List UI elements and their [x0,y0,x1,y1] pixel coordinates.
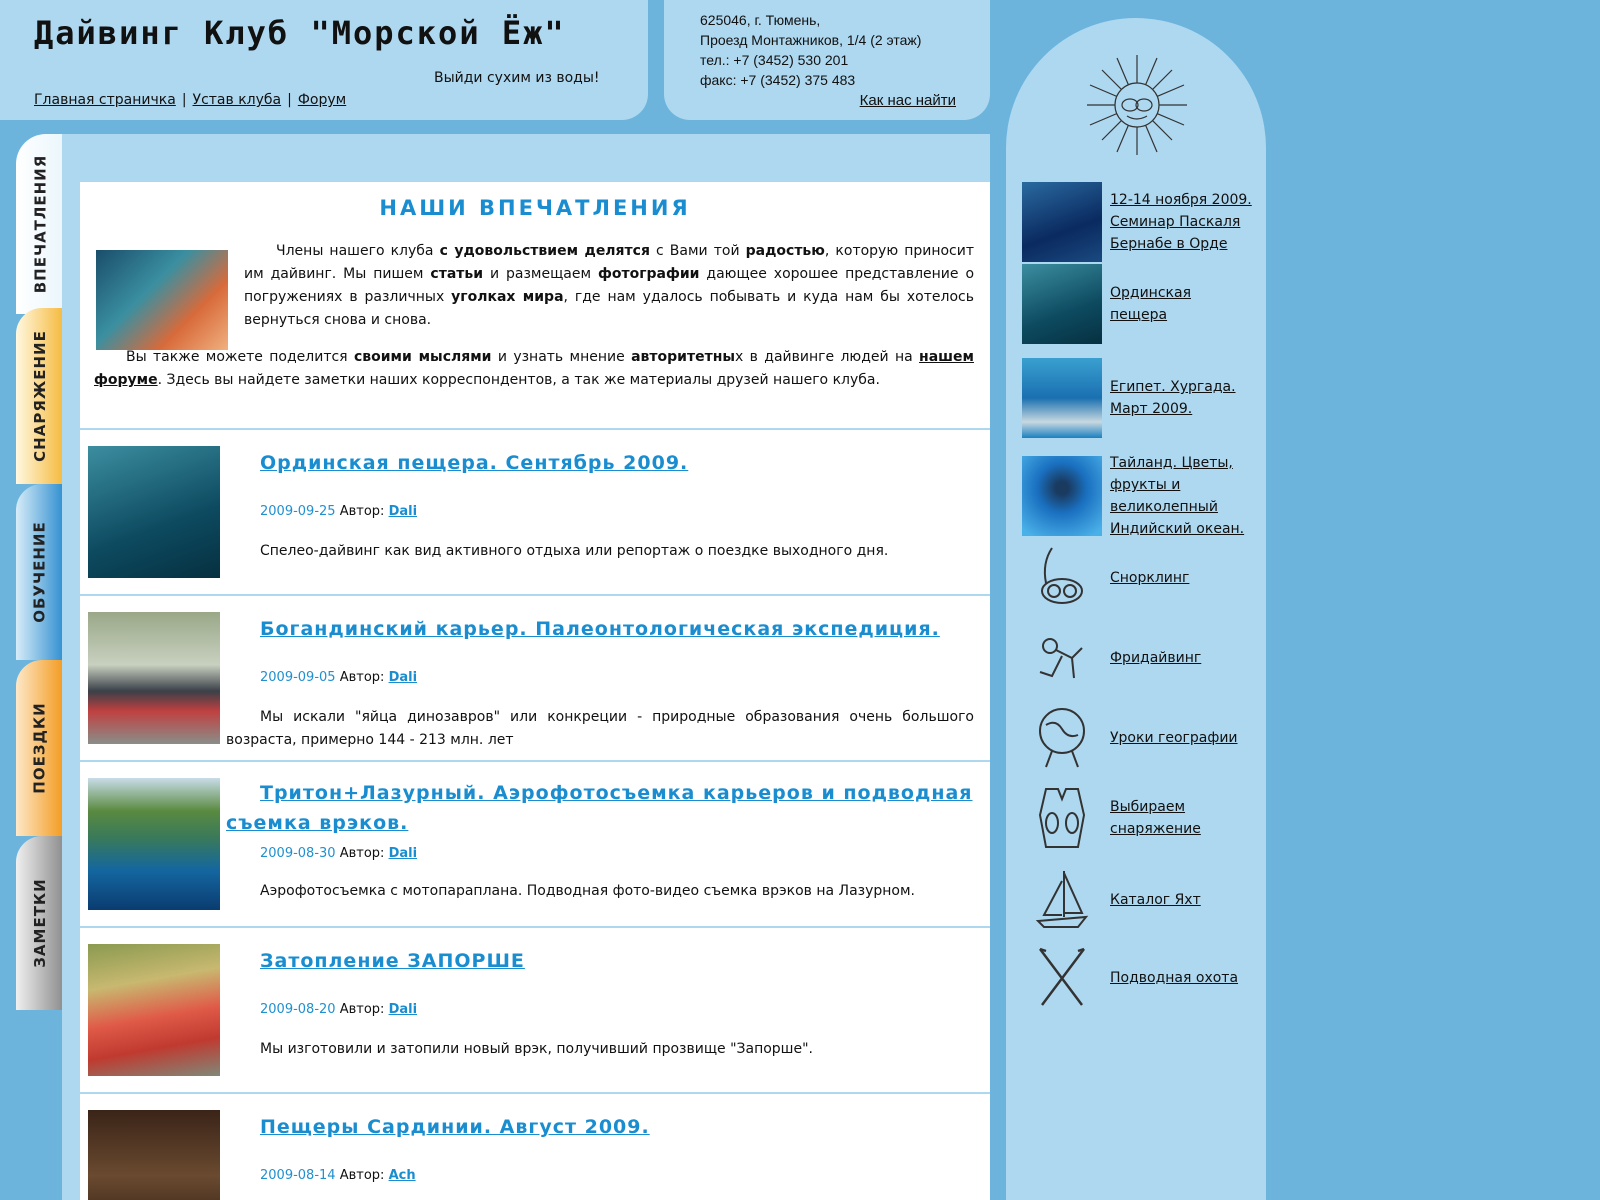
intro-paragraph-1: Члены нашего клуба с удовольствием делятся с Вами той радостью, которую приносит им дайвинг. Мы пишем статьи и размещаем фотографии дающее хорошее представление о погружениях в различных уголках мира, где нам удалось побывать и куда нам бы хотелось вернуться снова и снова. [244,243,975,328]
sidebar-item-yachts[interactable] [1022,860,1252,940]
sidebar-link[interactable]: Выбираем снаряжение [1110,799,1201,837]
intro-text [94,240,974,392]
sidebar-thumbnail[interactable] [1022,182,1102,262]
header-left-panel [0,0,648,120]
sidebar-item-seminar[interactable] [1022,182,1252,262]
right-sidebar [1006,18,1266,1200]
author-label: Автор: [339,1002,385,1017]
vest-icon[interactable] [1022,778,1102,858]
article-author-link[interactable]: Dali [388,1002,418,1017]
article-thumbnail[interactable] [88,446,220,578]
article-thumbnail[interactable] [88,612,220,744]
find-us-link[interactable]: Как нас найти [859,92,956,109]
sidebar-link[interactable]: 12-14 ноября 2009. Семинар Паскаля Бернабе в Орде [1110,192,1252,252]
article-thumbnail[interactable] [88,778,220,910]
intro-section [80,182,990,430]
sidebar-item-thailand[interactable] [1022,452,1252,540]
article-date: 2009-08-20 [260,1002,336,1017]
tab-label: ЗАМЕТКИ [31,878,49,968]
site-title: Дайвинг Клуб "Морской Ёж" [34,14,566,52]
article-meta [260,846,417,861]
sidebar-item-geography[interactable] [1022,698,1252,778]
article-date: 2009-09-25 [260,504,336,519]
sidebar-link[interactable]: Уроки географии [1110,730,1238,746]
sidebar-link[interactable]: Тайланд. Цветы, фрукты и великолепный Индийский океан. [1110,455,1245,537]
sidebar-link[interactable]: Подводная охота [1110,970,1239,986]
sidebar-link[interactable]: Египет. Хургада. Март 2009. [1110,379,1236,417]
page-title: НАШИ ВПЕЧАТЛЕНИЯ [379,196,691,220]
globe-icon[interactable] [1022,698,1102,778]
author-label: Автор: [339,504,385,519]
author-label: Автор: [339,670,385,685]
tab-trips[interactable] [16,660,64,836]
contact-fax: факс: +7 (3452) 375 483 [700,72,856,88]
article-title-link[interactable]: Ординская пещера. Сентябрь 2009. [260,452,689,474]
article-description: Аэрофотосъемка с мотопараплана. Подводная фото-видео съемка врэков на Лазурном. [260,883,915,899]
nav-separator: | [181,92,187,108]
tab-label: ПОЕЗДКИ [31,702,50,794]
article-description: Спелео-дайвинг как вид активного отдыха или репортаж о поездке выходного дня. [260,543,889,559]
article-item [80,762,990,928]
article-title-link[interactable]: Богандинский карьер. Палеонтологическая экспедиция. [260,618,940,640]
contact-info [700,10,921,90]
nav-link-charter[interactable]: Устав клуба [192,92,282,108]
main-content [80,182,990,1200]
intro-paragraph-2: Вы также можете поделится своими мыслями и узнать мнение авторитетных в дайвинге людей на нашем форуме. Здесь вы найдете заметки наших корреспондентов, а так же материалы друзей нашего клуба. [94,349,974,388]
article-date: 2009-09-05 [260,670,336,685]
sea-urchin-logo-icon [1082,50,1192,160]
article-thumbnail[interactable] [88,944,220,1076]
nav-link-home[interactable]: Главная страничка [34,92,176,108]
yacht-icon[interactable] [1022,860,1102,940]
article-item [80,928,990,1094]
article-title-link[interactable]: Затопление ЗАПОРШЕ [260,950,525,972]
contact-phone: тел.: +7 (3452) 530 201 [700,52,849,68]
article-title-link[interactable]: Пещеры Сардинии. Август 2009. [260,1116,650,1138]
article-title-link[interactable]: Тритон+Лазурный. Аэрофотосъемка карьеров и подводная съемка врэков. [226,782,973,834]
article-description: Мы изготовили и затопили новый врэк, получивший прозвище "Запорше". [260,1041,813,1057]
sidebar-item-egypt[interactable] [1022,358,1252,438]
article-thumbnail[interactable] [88,1110,220,1200]
slogan: Выйди сухим из воды! [434,70,600,86]
tab-label: СНАРЯЖЕНИЕ [31,330,49,462]
article-meta [260,1002,417,1017]
header-contact-panel [664,0,990,120]
article-author-link[interactable]: Ach [388,1168,416,1183]
author-label: Автор: [339,846,385,861]
sidebar-link[interactable]: Снорклинг [1110,570,1190,586]
article-meta [260,504,417,519]
sidebar-link[interactable]: Фридайвинг [1110,650,1202,666]
article-author-link[interactable]: Dali [388,670,418,685]
contact-street: Проезд Монтажников, 1/4 (2 этаж) [700,32,922,48]
contact-address: 625046, г. Тюмень, [700,12,821,28]
article-item [80,596,990,762]
sidebar-thumbnail[interactable] [1022,358,1102,438]
sidebar-thumbnail[interactable] [1022,456,1102,536]
freediver-icon[interactable] [1022,618,1102,698]
author-label: Автор: [339,1168,385,1183]
article-item [80,430,990,596]
article-meta [260,1168,416,1183]
sidebar-link[interactable]: Ординская пещера [1110,285,1191,323]
sidebar-item-freediving[interactable] [1022,618,1252,698]
sidebar-link[interactable]: Каталог Яхт [1110,892,1201,908]
tab-notes[interactable] [16,836,64,1010]
article-date: 2009-08-14 [260,1168,336,1183]
snorkel-icon[interactable] [1022,538,1102,618]
sidebar-item-spearfishing[interactable] [1022,938,1252,1018]
article-author-link[interactable]: Dali [388,504,418,519]
sidebar-thumbnail[interactable] [1022,264,1102,344]
article-date: 2009-08-30 [260,846,336,861]
tab-training[interactable] [16,484,64,660]
top-nav [34,92,346,108]
article-item [80,1094,990,1200]
forum-link[interactable]: нашем форуме [94,349,974,388]
tab-label: ВПЕЧАТЛЕНИЯ [31,154,49,294]
sidebar-item-orda-cave[interactable] [1022,264,1252,344]
tab-label: ОБУЧЕНИЕ [31,521,50,623]
tab-impressions[interactable] [16,134,64,314]
article-meta [260,670,417,685]
article-description: Мы искали "яйца динозавров" или конкреции - природные образования очень большого возраста, примерно 144 - 213 млн. лет [226,709,974,748]
nav-separator: | [287,92,292,108]
nav-link-forum[interactable]: Форум [297,92,347,108]
tab-equipment[interactable] [16,308,64,484]
sidebar-item-equipment[interactable] [1022,778,1252,858]
spearguns-icon[interactable] [1022,938,1102,1018]
article-author-link[interactable]: Dali [388,846,418,861]
sidebar-item-snorkeling[interactable] [1022,538,1252,618]
